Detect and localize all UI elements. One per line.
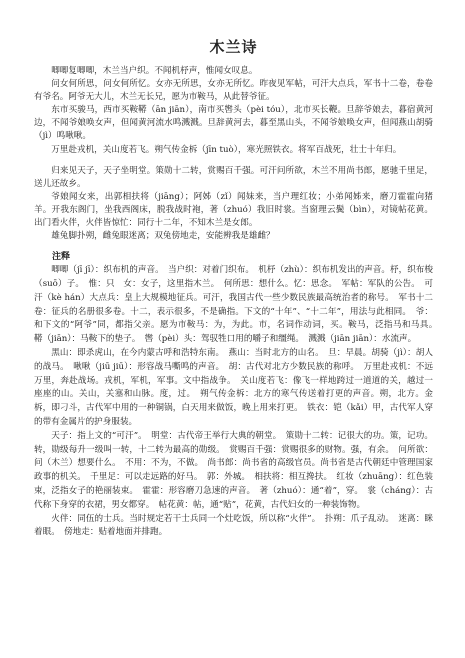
notes-heading: 注释	[52, 252, 71, 263]
poem-paragraph: 爷娘闻女来，出郭相扶将（jiāng）；阿姊（zǐ）闻妹来，当户理红妆；小弟闻姊来，磨刀霍霍向猪羊。开我东阁门，坐我西阁床，脱我战时袍，著（zhuó）我旧时裳。当窗理云鬓（bìn），对镜帖花黄。出门看火伴，火伴皆惊忙：同行十二年，不知木兰是女郎。	[34, 191, 433, 229]
note-paragraph: 黑山：即杀虎山，在今内蒙古呼和浩特东南。 燕山：当时北方的山名。 旦：早晨。胡骑（jì）：胡人的战马。 啾啾（jiū jiū）：形容战马嘶鸣的声音。 胡：古代对北方少数民族的称呼。 万里赴戎机：不远万里，奔赴战场。戎机，军机，军事。文中指战争。 关山度若飞：像飞一样地跨过一道道的关，越过一座座的山。关山，关塞和山脉。度，过。 朔气传金柝：北方的寒气传送着打更的声音。朔，北方。金柝，即刁斗，古代军中用的一种铜锅，白天用来做饭，晚上用来打更。 铁衣：铠（kǎi）甲，古代军人穿的带有金属片的护身服装。	[34, 348, 433, 427]
poem-paragraph: 万里赴戎机，关山度若飞。朔气传金柝（jīn tuò），寒光照铁衣。将军百战死，壮士十年归。	[51, 144, 402, 155]
notes-body	[34, 264, 442, 540]
poem-paragraph: 问女何所思，问女何所忆。女亦无所思，女亦无所忆。昨夜见军帖，可汗大点兵，军书十二卷，卷卷有爷名。阿爷无大儿，木兰无长兄，愿为市鞍马，从此替爷征。	[34, 79, 433, 103]
poem-paragraph: 东市买骏马，西市买鞍鞯（ān jiān），南市买辔头（pèi tóu），北市买长鞭。旦辞爷娘去，暮宿黄河边，不闻爷娘唤女声，但闻黄河流水鸣溅溅。旦辞黄河去，暮至黑山头，不闻爷娘唤女声，但闻燕山胡骑（jì）鸣啾啾。	[34, 105, 433, 142]
document-title: 木兰诗	[209, 38, 258, 56]
note-paragraph: 唧唧（jī jī）：织布机的声音。 当户织：对着门织布。 机杼（zhù）：织布机发出的声音。杼，织布梭（suō）子。 惟：只 女：女子，这里指木兰。 何所思：想什么。忆：思念。 军帖：军队的公告。 可汗（kè hán）大点兵：皇上大规模地征兵。可汗，我国古代一些少数民族最高统治者的称号。 军书十二卷：征兵的名册很多卷。十二，表示很多，不是确指。下文的“十年”、“十二年”，用法与此相同。 爷：和下文的“阿爷”同，都指父亲。愿为市鞍马：为，为此。市，名词作动词，买。鞍马，泛指马和马具。 鞯（jiān）：马鞍下的垫子。 辔（pèi）头：驾驭牲口用的嚼子和缰绳。 溅溅（jiān jiān）：水流声。	[34, 265, 442, 345]
poem-paragraph: 归来见天子，天子坐明堂。策勋十二转，赏赐百千强。可汗问所欲，木兰不用尚书郎，愿驰千里足，送儿还故乡。	[34, 165, 433, 189]
note-paragraph: 火伴：同伍的士兵。当时规定若干士兵同一个灶吃饭，所以称“火伴”。 扑朔：爪子乱动。 迷离：眯着眼。 傍地走：贴着地面并排跑。	[34, 513, 433, 538]
poem-paragraph: 雄兔脚扑朔，雌兔眼迷离；双兔傍地走，安能辨我是雄雌？	[51, 231, 275, 242]
note-paragraph: 天子：指上文的“可汗”。 明堂：古代帝王举行大典的朝堂。 策勋十二转：记很大的功。策，记功。转，勋级每升一级叫一转，十二转为最高的勋级。 赏赐百千强：赏赐很多的财物。强，有余。 问所欲：问（木兰）想要什么。 不用：不为，不做。 尚书郎：尚书省的高级官员。尚书省是古代朝廷中管理国家政事的机关。 千里足：可以走远路的好马。 郭：外城。 相扶将：相互搀扶。 红妆（zhuāng）：红色装束，泛指女子的艳丽装束。 霍霍：形容磨刀急速的声音。 著（zhuó）：通“着”，穿。 裳（cháng）：古代称下身穿的衣裙，男女都穿。 帖花黄：帖，通“贴”，花黄，古代妇女的一种装饰物。	[34, 430, 433, 510]
poem-body	[34, 65, 433, 243]
poem-paragraph: 唧唧复唧唧，木兰当户织。不闻机杼声，惟闻女叹息。	[51, 66, 258, 76]
